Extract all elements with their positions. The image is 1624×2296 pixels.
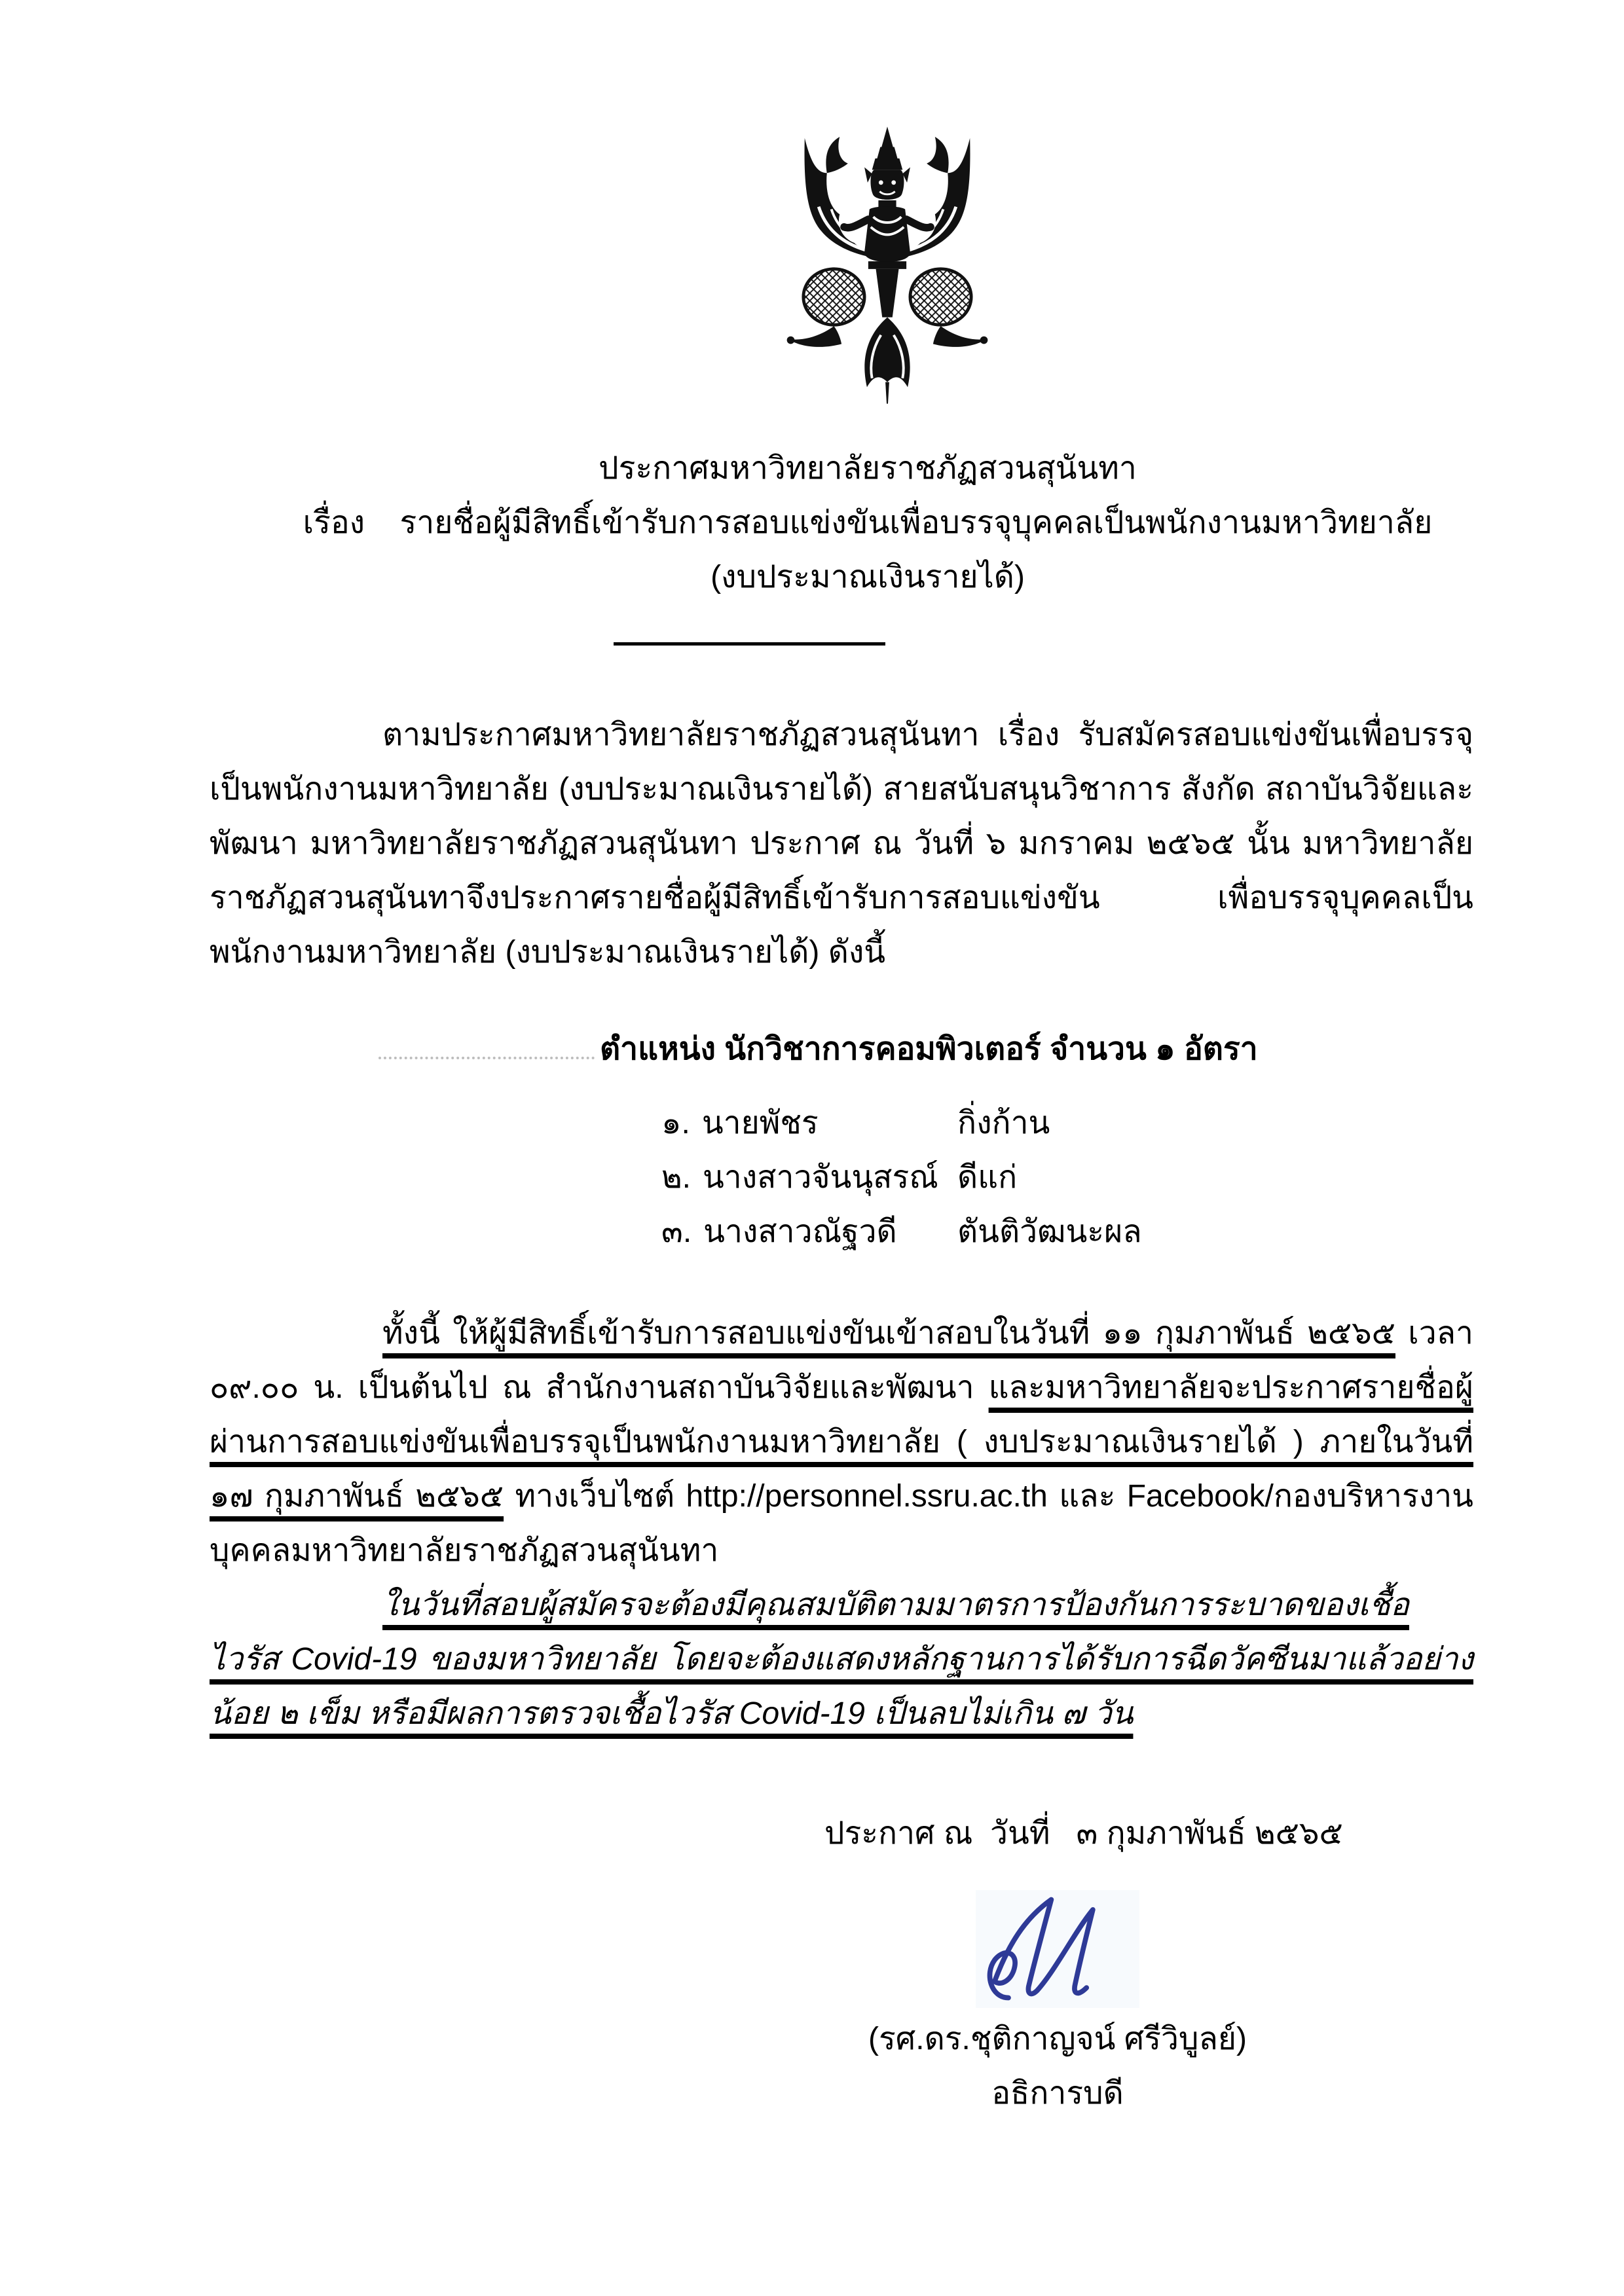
document-title-block (236, 441, 1500, 604)
position-header-line (378, 1019, 1473, 1076)
candidate-row (661, 1150, 1473, 1205)
candidate-number-name (661, 1205, 957, 1259)
garuda-emblem-icon (779, 124, 995, 423)
garuda-emblem-svg (779, 124, 995, 406)
announcement-subject-line: เรื่อง รายชื่อผู้มีสิทธิ์เข้ารับการสอบแข่งขันเพื่อบรรจุบุคคลเป็นพนักงานมหาวิทยาลัย (303, 505, 1433, 540)
candidate-number-name (661, 1150, 957, 1205)
candidate-number: ๒. (661, 1160, 691, 1195)
issued-date-line: ประกาศ ณ วันที่ ๓ กุมภาพันธ์ ๒๕๖๕ (824, 1816, 1343, 1851)
candidate-row (661, 1205, 1473, 1259)
candidate-last-name: ดีแก่ (957, 1160, 1018, 1195)
candidate-number: ๓. (661, 1214, 692, 1249)
candidate-number: ๑. (661, 1106, 690, 1140)
candidate-first-name: นางสาวณัฐวดี (703, 1214, 897, 1249)
announcement-org-line: ประกาศมหาวิทยาลัยราชภัฏสวนสุนันทา (599, 451, 1137, 486)
candidate-last-name: ตันติวัฒนะผล (957, 1214, 1142, 1249)
covid-requirement-text: ในวันที่สอบผู้สมัครจะต้องมีคุณสมบัติตามมาตรการป้องกันการระบาดของเชื้อไวรัส Covid-19 ของมหาวิทยาลัย โดยจะต้องแสดงหลักฐานการได้รับการฉีดวัคซีนมาแล้วอย่างน้อย ๒ เข็ม หรือมีผลการตรวจเชื้อไวรัส Covid-19 เป็นลบไม่เกิน ๗ วัน (210, 1588, 1473, 1731)
exam-details-paragraph: ทั้งนี้ ให้ผู้มีสิทธิ์เข้ารับการสอบแข่งขันเข้าสอบในวันที่ ๑๑ กุมภาพันธ์ ๒๕๖๕ เวลา ๐๙.๐๐ น. เป็นต้นไป ณ สำนักงานสถาบันวิจัยและพัฒนา และมหาวิทยาลัยจะประกาศรายชื่อผู้ผ่านการสอบแข่งขันเพื่อบรรจุเป็นพนักงานมหาวิทยาลัย ( งบประมาณเงินรายได้ ) ภายในวันที่ ๑๗ กุมภาพันธ์ ๒๕๖๕ ทางเว็บไซต์ http://personnel.ssru.ac.th และ Facebook/กองบริหารงานบุคคลมหาวิทยาลัยราชภัฏสวนสุนันทา (210, 1316, 1474, 1568)
candidate-first-name: นายพัชร (701, 1106, 819, 1140)
candidate-row (661, 1096, 1473, 1150)
title-divider-line (614, 642, 885, 646)
position-header: ตำแหน่ง นักวิชาการคอมพิวเตอร์ จำนวน ๑ อัตรา (600, 1032, 1258, 1066)
candidate-first-name: นางสาวจันนุสรณ์ (702, 1160, 938, 1195)
dotted-leader (378, 1019, 595, 1059)
signature-image (976, 1890, 1139, 2008)
candidate-last-name: กิ่งก้าน (957, 1106, 1050, 1140)
candidate-number-name (661, 1096, 957, 1150)
signature-block (855, 1890, 1261, 2121)
announcement-budget-line: (งบประมาณเงินรายได้) (710, 560, 1025, 594)
covid-requirement-paragraph (210, 1578, 1473, 1741)
intro-paragraph: ตามประกาศมหาวิทยาลัยราชภัฏสวนสุนันทา เรื่อง รับสมัครสอบแข่งขันเพื่อบรรจุเป็นพนักงานมหาวิทยาลัย (งบประมาณเงินรายได้) สายสนับสนุนวิชาการ สังกัด สถาบันวิจัยและพัฒนา มหาวิทยาลัยราชภัฏสวนสุนันทา ประกาศ ณ วันที่ ๖ มกราคม ๒๕๖๕ นั้น มหาวิทยาลัยราชภัฏสวนสุนันทาจึงประกาศรายชื่อผู้มีสิทธิ์เข้ารับการสอบแข่งขัน เพื่อบรรจุบุคคลเป็นพนักงานมหาวิทยาลัย (งบประมาณเงินรายได้) ดังนี้ (210, 718, 1474, 970)
candidate-list (661, 1096, 1473, 1259)
signer-name: (รศ.ดร.ชุติกาญจน์ ศรีวิบูลย์) (868, 2022, 1247, 2056)
signer-title: อธิการบดี (991, 2076, 1124, 2111)
